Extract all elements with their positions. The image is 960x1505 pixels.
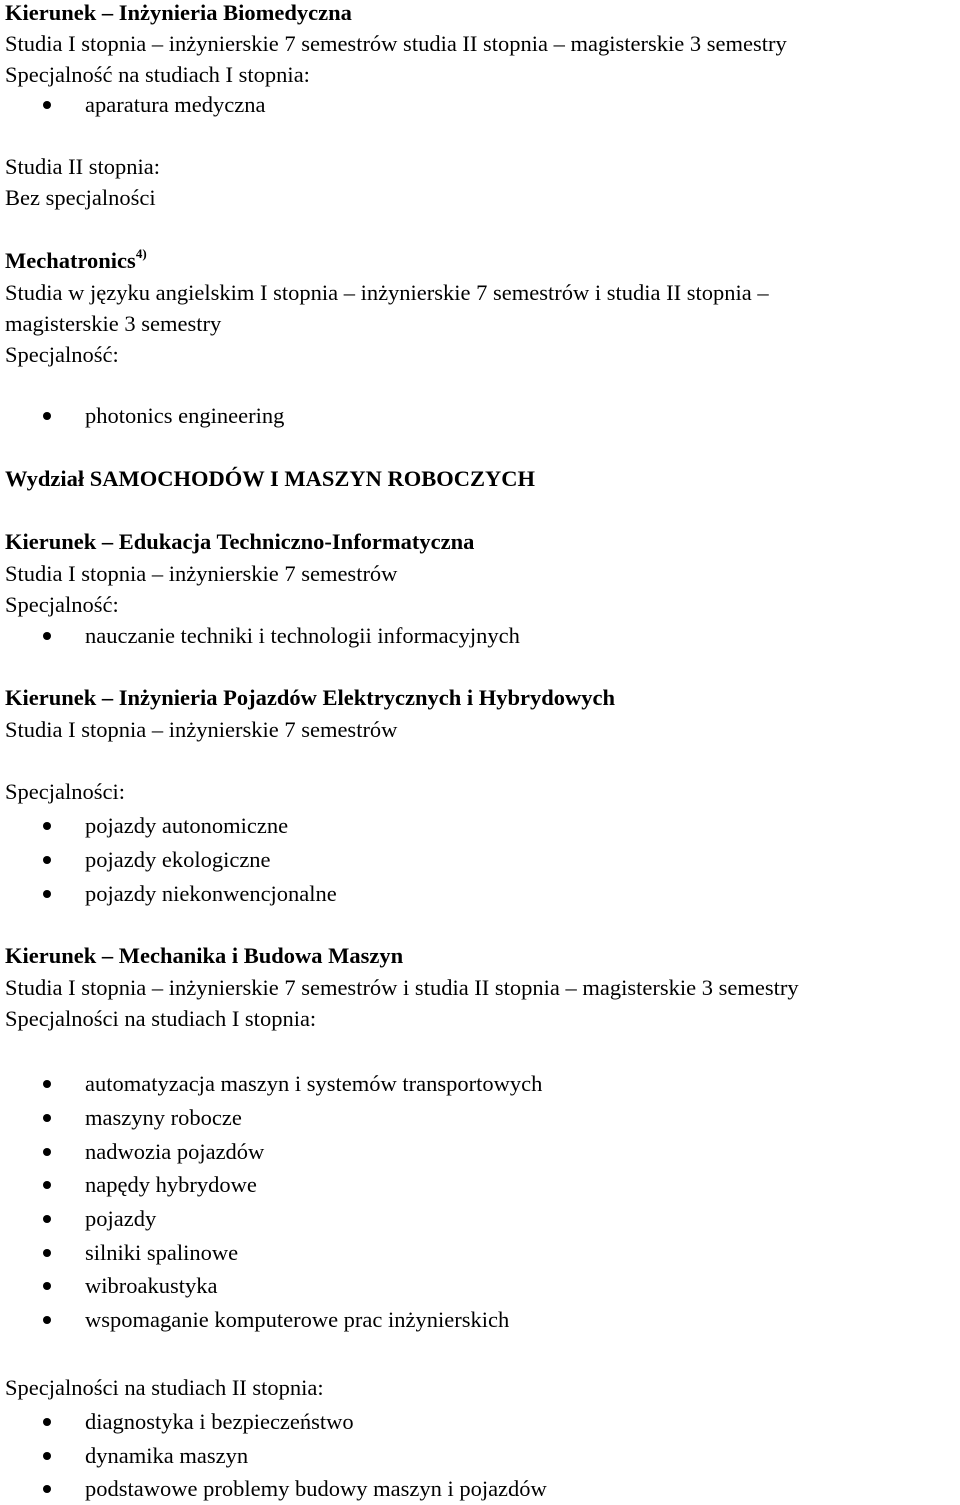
mechatronics-studies-line1: Studia w języku angielskim I stopnia – inżynierskie 7 semestrów i studia II stopnia – (5, 280, 769, 305)
list-item: pojazdy autonomiczne (85, 813, 289, 838)
mechanika-studies: Studia I stopnia – inżynierskie 7 semestrów i studia II stopnia – magisterskie 3 semestry (5, 975, 799, 1000)
bullet-icon (43, 1215, 51, 1223)
bullet-icon (43, 1316, 51, 1324)
list-item: dynamika maszyn (85, 1443, 249, 1468)
mechatronics-heading (5, 246, 147, 273)
bullet-icon (43, 890, 51, 898)
bullet-icon (43, 101, 51, 109)
bullet-icon (43, 1249, 51, 1257)
pojazdy-spec-label: Specjalności: (5, 779, 125, 804)
list-item: podstawowe problemy budowy maszyn i pojazdów (85, 1476, 547, 1501)
bullet-icon (43, 1282, 51, 1290)
mechatronics-title: Mechatronics (5, 248, 136, 273)
list-item: pojazdy ekologiczne (85, 847, 271, 872)
biomed-heading: Kierunek – Inżynieria Biomedyczna (5, 0, 352, 25)
pojazdy-studies: Studia I stopnia – inżynierskie 7 semestrów (5, 717, 398, 742)
bullet-icon (43, 856, 51, 864)
edukacja-spec-label: Specjalność: (5, 592, 119, 617)
bullet-icon (43, 1485, 51, 1493)
bullet-icon (43, 1148, 51, 1156)
biomed-spec2-label: Studia II stopnia: (5, 154, 160, 179)
bullet-icon (43, 1418, 51, 1426)
mechatronics-studies-line2: magisterskie 3 semestry (5, 311, 222, 336)
bullet-icon (43, 632, 51, 640)
bullet-icon (43, 1181, 51, 1189)
list-item: wspomaganie komputerowe prac inżynierskich (85, 1307, 510, 1332)
list-item: pojazdy niekonwencjonalne (85, 881, 337, 906)
pojazdy-heading: Kierunek – Inżynieria Pojazdów Elektrycznych i Hybrydowych (5, 685, 615, 710)
footnote-marker: 4) (135, 246, 147, 261)
mechanika-spec1-label: Specjalności na studiach I stopnia: (5, 1006, 317, 1031)
list-item: aparatura medyczna (85, 92, 266, 117)
list-item: diagnostyka i bezpieczeństwo (85, 1409, 354, 1434)
list-item: automatyzacja maszyn i systemów transportowych (85, 1071, 543, 1096)
faculty-heading: Wydział SAMOCHODÓW I MASZYN ROBOCZYCH (5, 466, 536, 491)
edukacja-studies: Studia I stopnia – inżynierskie 7 semestrów (5, 561, 398, 586)
bullet-icon (43, 1080, 51, 1088)
list-item: wibroakustyka (85, 1273, 218, 1298)
bullet-icon (43, 412, 51, 420)
mechatronics-spec-label: Specjalność: (5, 342, 119, 367)
list-item: nauczanie techniki i technologii informacyjnych (85, 623, 520, 648)
list-item: napędy hybrydowe (85, 1172, 257, 1197)
list-item: nadwozia pojazdów (85, 1139, 265, 1164)
bullet-icon (43, 822, 51, 830)
mechanika-spec2-label: Specjalności na studiach II stopnia: (5, 1375, 324, 1400)
biomed-spec1-label: Specjalność na studiach I stopnia: (5, 62, 310, 87)
list-item: pojazdy (85, 1206, 157, 1231)
list-item: silniki spalinowe (85, 1240, 239, 1265)
list-item: photonics engineering (85, 403, 285, 428)
edukacja-heading: Kierunek – Edukacja Techniczno-Informatyczna (5, 529, 475, 554)
list-item: maszyny robocze (85, 1105, 242, 1130)
biomed-spec2-value: Bez specjalności (5, 185, 156, 210)
bullet-icon (43, 1452, 51, 1460)
bullet-icon (43, 1114, 51, 1122)
biomed-studies: Studia I stopnia – inżynierskie 7 semestrów studia II stopnia – magisterskie 3 semestry (5, 31, 787, 56)
mechanika-heading: Kierunek – Mechanika i Budowa Maszyn (5, 943, 404, 968)
